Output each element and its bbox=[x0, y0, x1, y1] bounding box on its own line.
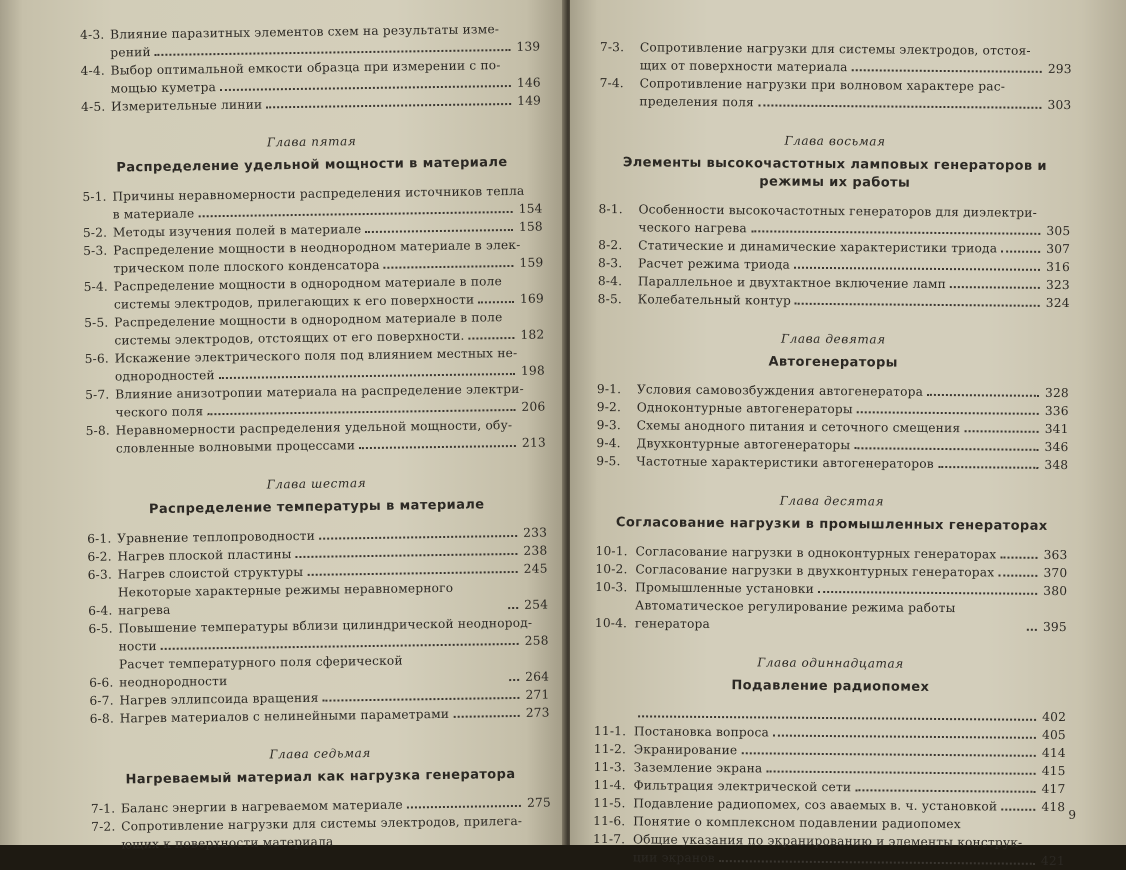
entry-page: 154 bbox=[518, 200, 542, 218]
entry-page: 324 bbox=[1046, 294, 1070, 312]
entry-title-line: Схемы анодного питания и сеточного смещения bbox=[637, 416, 961, 437]
entry-title-line: Нагрев эллипсоида вращения bbox=[119, 689, 318, 710]
entry-page: 328 bbox=[1045, 384, 1069, 402]
entry-title-line: Сопротивление нагрузки при волновом характере рас- bbox=[640, 74, 1006, 95]
entry-number: 6-3. bbox=[88, 566, 118, 584]
entry-title-line: Причины неравномерности распределения источников тепла bbox=[112, 182, 524, 206]
entry-page: 305 bbox=[1046, 222, 1070, 240]
leader-dots bbox=[964, 430, 1038, 433]
leader-dots bbox=[478, 301, 514, 303]
entry-number: 11-1. bbox=[594, 722, 634, 740]
entry-page: 254 bbox=[524, 596, 548, 614]
entry-number: 5-8. bbox=[86, 422, 116, 440]
entry-page: 245 bbox=[523, 560, 547, 578]
entry-title-line: рений bbox=[110, 43, 151, 62]
entry-number: 5-1. bbox=[82, 188, 112, 206]
chapter-label: Глава одиннадцатая bbox=[595, 654, 1067, 672]
entry-page: 402 bbox=[1042, 708, 1066, 726]
leader-dots bbox=[323, 697, 520, 702]
leader-dots bbox=[161, 643, 519, 650]
entry-number: 6-5. bbox=[88, 620, 118, 638]
chapter-label: Глава восьмая bbox=[599, 132, 1071, 150]
entry-title-line: Измерительные линии bbox=[111, 95, 262, 115]
entry-page: 271 bbox=[525, 686, 549, 704]
left-page bbox=[0, 0, 566, 845]
entry-title-line: системы электродов, отстоящих от его поверхности. bbox=[114, 327, 464, 350]
chapter-label: Глава шестая bbox=[86, 474, 546, 494]
entry-title-line: Расчет температурного поля сферической неоднородности bbox=[119, 650, 505, 691]
entry-title-line: Заземление экрана bbox=[634, 758, 763, 777]
toc-entry bbox=[89, 650, 549, 692]
leader-dots bbox=[998, 574, 1037, 576]
entry-number: 8-2. bbox=[598, 236, 638, 254]
leader-dots bbox=[741, 752, 1035, 757]
entry-title-line: Распределение мощности в неоднородном материале в элек- bbox=[113, 236, 521, 260]
entry-title-line: Нагрев материалов с нелинейными параметрами bbox=[120, 705, 450, 728]
entry-number: 11-2. bbox=[594, 740, 634, 758]
entry-number: 5-6. bbox=[85, 350, 115, 368]
entry-number: 7-4. bbox=[600, 74, 640, 92]
entry-title-line: трическом поле плоского конденсатора bbox=[113, 256, 380, 278]
leader-dots bbox=[207, 409, 515, 415]
entry-page: 273 bbox=[526, 704, 550, 722]
entry-page: 414 bbox=[1042, 744, 1066, 762]
leader-dots bbox=[938, 466, 1038, 469]
entry-number: 7-2. bbox=[91, 818, 121, 836]
entry-number: 8-4. bbox=[598, 272, 638, 290]
leader-dots bbox=[266, 103, 511, 108]
left-toc bbox=[80, 20, 552, 854]
entry-number: 7-1. bbox=[91, 800, 121, 818]
entry-title-line: Понятие о комплексном подавлении радиопомех bbox=[633, 812, 961, 833]
entry-number: 6-7. bbox=[89, 692, 119, 710]
entry-title-line: Промышленные установки bbox=[635, 578, 814, 598]
entry-number: 10-2. bbox=[595, 560, 635, 578]
right-toc bbox=[593, 38, 1072, 870]
entry-title-line: ческого поля bbox=[115, 402, 203, 421]
entry-title-line: Условия самовозбуждения автогенератора bbox=[637, 380, 923, 400]
leader-dots bbox=[359, 445, 516, 449]
entry-page: 418 bbox=[1041, 798, 1065, 816]
leader-dots bbox=[508, 607, 518, 609]
entry-number: 4-4. bbox=[81, 62, 111, 80]
entry-number: 11-3. bbox=[594, 758, 634, 776]
leader-dots bbox=[307, 571, 517, 576]
entry-number: 5-7. bbox=[85, 386, 115, 404]
entry-title-line: Колебательный контур bbox=[638, 290, 791, 309]
entry-page: 139 bbox=[516, 38, 540, 56]
entry-page: 405 bbox=[1042, 726, 1066, 744]
leader-dots bbox=[219, 373, 515, 379]
entry-number: 5-2. bbox=[83, 224, 113, 242]
leader-dots bbox=[319, 535, 517, 540]
entry-title-line: щих от поверхности материала bbox=[640, 56, 848, 76]
leader-dots bbox=[773, 735, 1036, 739]
entry-number: 6-6. bbox=[89, 674, 119, 692]
entry-number: 6-2. bbox=[87, 548, 117, 566]
leader-dots bbox=[766, 770, 1035, 774]
entry-number: 6-8. bbox=[90, 710, 120, 728]
entry-number: 9-4. bbox=[596, 434, 636, 452]
leader-dots bbox=[384, 265, 514, 269]
entry-number: 11-6. bbox=[593, 812, 633, 830]
entry-title-line: Распределение мощности в однородном материале в поле bbox=[114, 272, 503, 295]
entry-page: 159 bbox=[519, 254, 543, 272]
toc-entry bbox=[596, 452, 1068, 474]
entry-title-line: Нагрев плоской пластины bbox=[117, 545, 291, 565]
leader-dots bbox=[1000, 557, 1037, 559]
right-page bbox=[570, 0, 1126, 845]
leader-dots bbox=[1001, 251, 1040, 253]
entry-title-line: Автоматическое регулирование режима работы генератора bbox=[635, 596, 1023, 635]
entry-title-line: словленные волновыми процессами bbox=[116, 436, 355, 457]
leader-dots bbox=[198, 211, 512, 217]
entry-page: 415 bbox=[1042, 762, 1066, 780]
entry-title-line: Сопротивление нагрузки для системы электродов, прилега- bbox=[121, 812, 522, 836]
entry-page: 293 bbox=[1048, 60, 1072, 78]
entry-title-line: ности bbox=[119, 637, 157, 656]
entry-number: 5-3. bbox=[83, 242, 113, 260]
entry-title-line: Баланс энергии в нагреваемом материале bbox=[121, 796, 403, 818]
entry-number: 8-3. bbox=[598, 254, 638, 272]
entry-page: 206 bbox=[521, 398, 545, 416]
entry-title-line: Подавление радиопомех, соз аваемых в. ч. установкой bbox=[633, 794, 997, 815]
entry-page: 316 bbox=[1046, 258, 1070, 276]
entry-title-line: системы электродов, прилегающих к его поверхности bbox=[114, 291, 475, 314]
entry-page: 307 bbox=[1046, 240, 1070, 258]
entry-number: 5-5. bbox=[84, 314, 114, 332]
entry-title-line: в материале bbox=[113, 204, 195, 223]
entry-title-line: Неравномерности распределения удельной мощности, обу- bbox=[116, 416, 513, 440]
entry-title-line: Влияние паразитных элементов схем на результаты изме- bbox=[110, 20, 499, 43]
chapter-label: Глава десятая bbox=[596, 492, 1068, 510]
chapter-title: Распределение удельной мощности в материале bbox=[82, 154, 542, 178]
entry-page: 213 bbox=[522, 434, 546, 452]
entry-page: 275 bbox=[527, 794, 551, 812]
entry-title-line: Уравнение теплопроводности bbox=[117, 527, 315, 548]
entry-title-line: Согласование нагрузки в одноконтурных генераторах bbox=[635, 542, 996, 563]
leader-dots bbox=[469, 337, 515, 340]
entry-page: 395 bbox=[1043, 618, 1067, 636]
leader-dots bbox=[852, 69, 1042, 73]
entry-number: 4-3. bbox=[80, 26, 110, 44]
entry-title-line: мощью куметра bbox=[111, 78, 216, 97]
entry-number: 9-1. bbox=[597, 380, 637, 398]
entry-number: 9-2. bbox=[597, 398, 637, 416]
leader-dots bbox=[794, 267, 1040, 271]
entry-number: 11-5. bbox=[593, 794, 633, 812]
entry-title-line: ющих к поверхности материала bbox=[121, 833, 333, 854]
entry-title-line: ции экранов bbox=[633, 848, 715, 867]
entry-page: 370 bbox=[1043, 564, 1067, 582]
leader-dots bbox=[509, 679, 519, 681]
entry-number: 10-1. bbox=[595, 542, 635, 560]
entry-page: 238 bbox=[523, 542, 547, 560]
entry-page: 158 bbox=[519, 218, 543, 236]
leader-dots bbox=[719, 860, 1035, 865]
entry-title-line: Статические и динамические характеристики триода bbox=[638, 236, 997, 257]
leader-dots bbox=[453, 715, 519, 718]
leader-dots bbox=[1001, 809, 1035, 811]
entry-title-line: Повышение температуры вблизи цилиндрической неоднород- bbox=[118, 614, 532, 638]
entry-page: 258 bbox=[525, 632, 549, 650]
toc-entry bbox=[598, 290, 1070, 312]
entry-number: 10-4. bbox=[595, 614, 635, 632]
entry-page: 380 bbox=[1043, 582, 1067, 600]
entry-number: 6-4. bbox=[88, 602, 118, 620]
chapter-title: Подавление радиопомех bbox=[594, 676, 1066, 698]
leader-dots bbox=[857, 411, 1039, 415]
entry-title-line: Согласование нагрузки в двухконтурных генераторах bbox=[635, 560, 994, 581]
entry-page: 303 bbox=[1047, 96, 1071, 114]
entry-title-line: пределения поля bbox=[639, 92, 754, 111]
entry-title-line: Выбор оптимальной емкости образца при измерении с по- bbox=[110, 56, 500, 79]
entry-number: 9-3. bbox=[597, 416, 637, 434]
entry-number: 9-5. bbox=[596, 452, 636, 470]
entry-number: 7-3. bbox=[600, 38, 640, 56]
entry-title-line: однородностей bbox=[115, 366, 215, 385]
chapter-title: Нагреваемый материал как нагрузка генератора bbox=[90, 766, 550, 790]
entry-page: 421 bbox=[1041, 852, 1065, 870]
leader-dots bbox=[855, 789, 1035, 793]
chapter-label: Глава седьмая bbox=[90, 744, 550, 764]
entry-page: 169 bbox=[520, 290, 544, 308]
entry-title-line: Некоторые характерные режимы неравномерного нагрева bbox=[118, 578, 504, 619]
entry-page: 233 bbox=[523, 524, 547, 542]
leader-dots bbox=[854, 447, 1038, 451]
chapter-label: Глава девятая bbox=[597, 330, 1069, 348]
entry-title-line: Сопротивление нагрузки для системы электродов, отстоя- bbox=[640, 38, 1031, 59]
entry-page: 341 bbox=[1045, 420, 1069, 438]
leader-dots bbox=[407, 805, 521, 809]
toc-entry bbox=[595, 596, 1067, 636]
entry-page: 363 bbox=[1043, 546, 1067, 564]
entry-title-line: Методы изучения полей в материале bbox=[113, 220, 362, 241]
entry-title-line: Распределение мощности в однородном материале в поле bbox=[114, 308, 503, 331]
leader-dots bbox=[950, 286, 1040, 289]
entry-page: 348 bbox=[1044, 456, 1068, 474]
entry-page: 264 bbox=[525, 668, 549, 686]
entry-number: 11-7. bbox=[593, 830, 633, 848]
leader-dots bbox=[751, 230, 1040, 235]
entry-page: 346 bbox=[1044, 438, 1068, 456]
leader-dots bbox=[927, 394, 1039, 397]
entry-title-line: Искажение электрического поля под влиянием местных не- bbox=[115, 344, 518, 368]
entry-title-line: Особенности высокочастотных генераторов для диэлектри- bbox=[638, 200, 1037, 221]
entry-page: 417 bbox=[1041, 780, 1065, 798]
entry-title-line: Одноконтурные автогенераторы bbox=[637, 398, 853, 418]
chapter-label: Глава пятая bbox=[82, 132, 542, 152]
entry-title-line: Нагрев слоистой структуры bbox=[118, 563, 304, 584]
entry-title-line: ческого нагрева bbox=[638, 218, 747, 237]
entry-title-line: Параллельное и двухтактное включение ламп bbox=[638, 272, 946, 293]
leader-dots bbox=[155, 49, 511, 56]
leader-dots bbox=[758, 104, 1041, 108]
entry-number: 8-1. bbox=[598, 200, 638, 218]
entry-page: 146 bbox=[517, 74, 541, 92]
chapter-title: Согласование нагрузки в промышленных генераторах bbox=[596, 514, 1068, 536]
entry-number: 5-4. bbox=[84, 278, 114, 296]
entry-page: 182 bbox=[520, 326, 544, 344]
entry-number: 10-3. bbox=[595, 578, 635, 596]
chapter-title: Элементы высокочастотных ламповых генераторов и режимы их работы bbox=[599, 154, 1071, 194]
entry-title-line: Расчет режима триода bbox=[638, 254, 790, 273]
entry-page: 149 bbox=[517, 92, 541, 110]
leader-dots bbox=[220, 85, 511, 91]
entry-number: 8-5. bbox=[598, 290, 638, 308]
entry-number: 4-5. bbox=[81, 98, 111, 116]
entry-number: 6-1. bbox=[87, 530, 117, 548]
leader-dots bbox=[795, 303, 1040, 307]
entry-title-line: Фильтрация электрической сети bbox=[633, 776, 851, 796]
leader-dots bbox=[365, 229, 513, 233]
entry-title-line: Частотные характеристики автогенераторов bbox=[636, 452, 934, 473]
entry-title-line: Постановка вопроса bbox=[634, 722, 769, 741]
page-number: 9 bbox=[1068, 808, 1076, 822]
leader-dots bbox=[818, 591, 1037, 595]
entry-title-line: Двухконтурные автогенераторы bbox=[636, 434, 850, 454]
entry-title-line: Влияние анизотропии материала на распределение электри- bbox=[115, 380, 524, 404]
entry-number: 11-4. bbox=[593, 776, 633, 794]
entry-page: 323 bbox=[1046, 276, 1070, 294]
entry-title-line: Общие указания по экранированию и элементы конструк- bbox=[633, 830, 1023, 851]
chapter-title: Автогенераторы bbox=[597, 352, 1069, 374]
entry-page: 336 bbox=[1045, 402, 1069, 420]
entry-page: 198 bbox=[521, 362, 545, 380]
entry-title-line: Экранирование bbox=[634, 740, 738, 759]
chapter-title: Распределение температуры в материале bbox=[87, 496, 547, 520]
leader-dots bbox=[1027, 629, 1037, 631]
leader-dots bbox=[638, 715, 1036, 720]
leader-dots bbox=[296, 553, 518, 558]
